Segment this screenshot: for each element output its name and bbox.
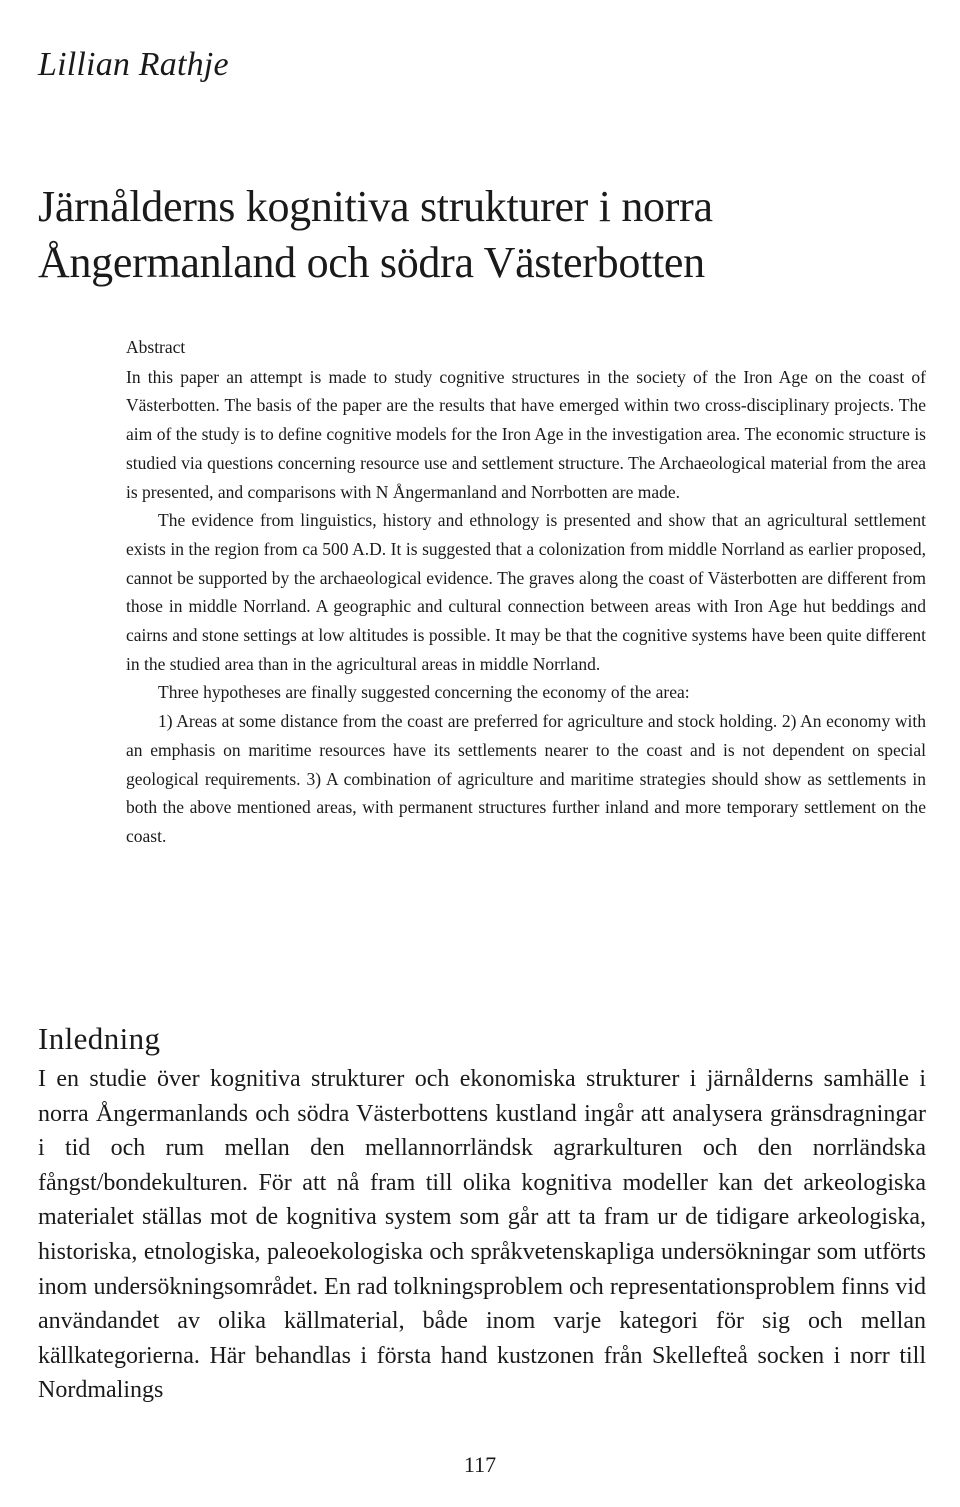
author-name: Lillian Rathje	[38, 46, 229, 83]
abstract-paragraph-2: The evidence from linguistics, history and ethnology is presented and show that an agricultural settlement exists in the region from ca 500 A.D. It is suggested that a colonization from middle Norrland as earlier proposed, cannot be supported by the archaeological evidence. The graves along the coast of Västerbotten are different from those in middle Norrland. A geographic and cultural connection between areas with Iron Age hut beddings and cairns and stone settings at low altitudes is possible. It may be that the cognitive systems have been quite different in the studied area than in the agricultural areas in middle Norrland.	[126, 510, 926, 674]
abstract-paragraph-1: In this paper an attempt is made to study cognitive structures in the society of the Iron Age on the coast of Västerbotten. The basis of the paper are the results that have emerged within two cross-disciplinary projects. The aim of the study is to define cognitive models for the Iron Age in the investigation area. The economic structure is studied via questions concerning resource use and settlement structure. The Archaeological material from the area is presented, and comparisons with N Ångermanland and Norrbotten are made.	[126, 366, 926, 502]
title-line-1: Järnålderns kognitiva strukturer i norra	[38, 182, 713, 232]
body-paragraph: I en studie över kognitiva strukturer och ekonomiska strukturer i järnålderns samhälle i norra Ångermanlands och södra Västerbottens kustland ingår att analysera gränsdragningar i tid och rum mellan den mellannorrländsk agrarkulturen och den norrländska fångst/bondekulturen. För att nå fram till olika kognitiva modeller kan det arkeologiska materialet ställas mot de kognitiva system som går att ta fram ur de tidigare arkeologiska, historiska, etnologiska, paleoekologiska och språkvetenskapliga undersökningar som utförts inom undersökningsområdet. En rad tolkningsproblem och representationsproblem finns vid användandet av olika källmaterial, både inom varje kategori för sig och mellan källkategorierna. Här behandlas i första hand kustzonen från Skellefteå socken i norr till Nordmalings	[38, 1066, 926, 1404]
abstract-paragraph-4: 1) Areas at some distance from the coast are preferred for agriculture and stock holding. 2) An economy with an emphasis on maritime resources have its settlements nearer to the coast and is not dependent on special geological requirements. 3) A combination of agriculture and maritime strategies should show as settlements in both the above mentioned areas, with permanent structures further inland and more temporary settlement on the coast.	[126, 711, 926, 846]
section-heading: Inledning	[38, 1020, 161, 1056]
abstract-section	[126, 333, 926, 851]
abstract-paragraph-3: Three hypotheses are finally suggested concerning the economy of the area:	[158, 682, 690, 703]
article-title	[38, 179, 918, 291]
title-line-2: Ångermanland och södra Västerbotten	[38, 238, 705, 288]
abstract-heading: Abstract	[126, 337, 186, 357]
page-number: 117	[463, 1452, 497, 1477]
